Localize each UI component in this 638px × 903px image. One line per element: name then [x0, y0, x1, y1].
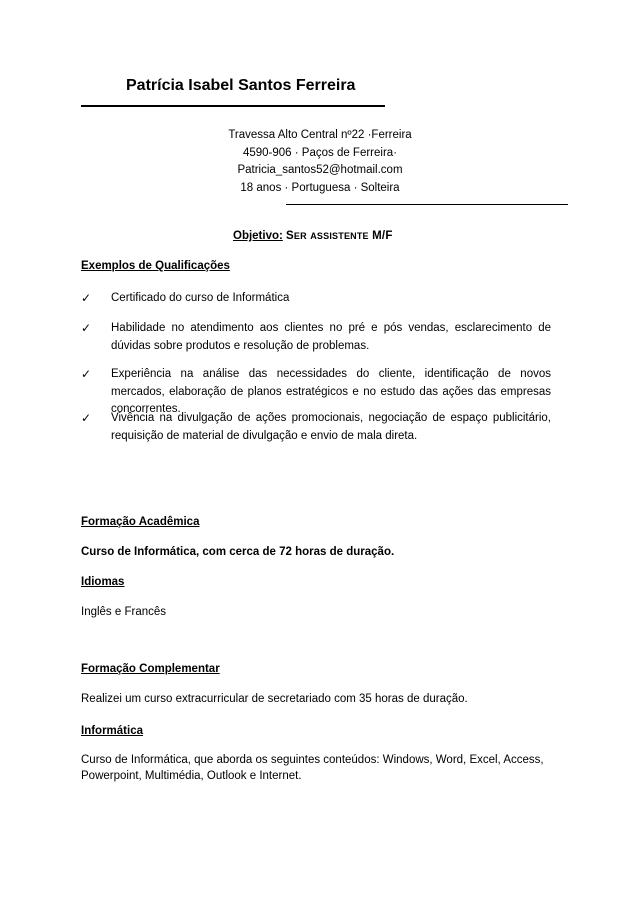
postal-line: 4590-906 · Paços de Ferreira· [242, 146, 398, 159]
qualification-item [81, 410, 551, 445]
address-line: Travessa Alto Central nº22 ·Ferreira [228, 129, 412, 141]
objective-assistente: ASSISTENTE [310, 231, 369, 241]
qualification-text: Certificado do curso de Informática [111, 292, 290, 304]
qualifications-heading: Exemplos de Qualificações [81, 260, 230, 272]
academic-heading: Formação Acadêmica [81, 516, 200, 528]
contact-divider [286, 204, 568, 205]
computing-text: Curso de Informática, que aborda os seguintes conteúdos: Windows, Word, Excel, Access, Powerpoint, Multimédia, Outlook e Internet. [81, 754, 544, 782]
check-icon: ✓ [81, 291, 92, 305]
qualification-item [81, 290, 551, 308]
objective-line [233, 230, 393, 242]
objective-label: Objetivo: [233, 230, 283, 242]
personal-info-line: 18 anos · Portuguesa · Solteira [240, 181, 400, 194]
objective-gender: M/F [372, 230, 393, 242]
complementary-heading: Formação Complementar [81, 663, 220, 675]
objective-value [286, 230, 393, 242]
qualification-text: Habilidade no atendimento aos clientes no pré e pós vendas, esclarecimento de dúvidas sobre produtos e resolução de problemas. [111, 322, 551, 352]
candidate-name: Patrícia Isabel Santos Ferreira [126, 77, 356, 94]
qualification-text: Vivência na divulgação de ações promocionais, negociação de espaço publicitário, requisição de material de divulgação e envio de mala direta. [111, 412, 551, 442]
computing-heading: Informática [81, 725, 143, 737]
check-icon: ✓ [81, 367, 92, 381]
qualification-item [81, 320, 551, 355]
languages-text: Inglês e Francês [81, 606, 167, 618]
check-icon: ✓ [81, 411, 92, 425]
header-divider [81, 105, 385, 107]
check-icon: ✓ [81, 321, 92, 335]
contact-block [200, 127, 440, 197]
languages-heading: Idiomas [81, 576, 125, 588]
email-line: Patricia_santos52@hotmail.com [237, 164, 403, 177]
objective-initial: S [286, 230, 294, 242]
objective-er: ER [293, 231, 307, 241]
complementary-text: Realizei um curso extracurricular de secretariado com 35 horas de duração. [81, 693, 468, 705]
academic-text: Curso de Informática, com cerca de 72 horas de duração. [81, 546, 395, 558]
qualification-text: Experiência na análise das necessidades do cliente, identificação de novos mercados, elaboração de planos estratégicos e no estudo das ações das empresas concorrentes. [111, 368, 551, 415]
